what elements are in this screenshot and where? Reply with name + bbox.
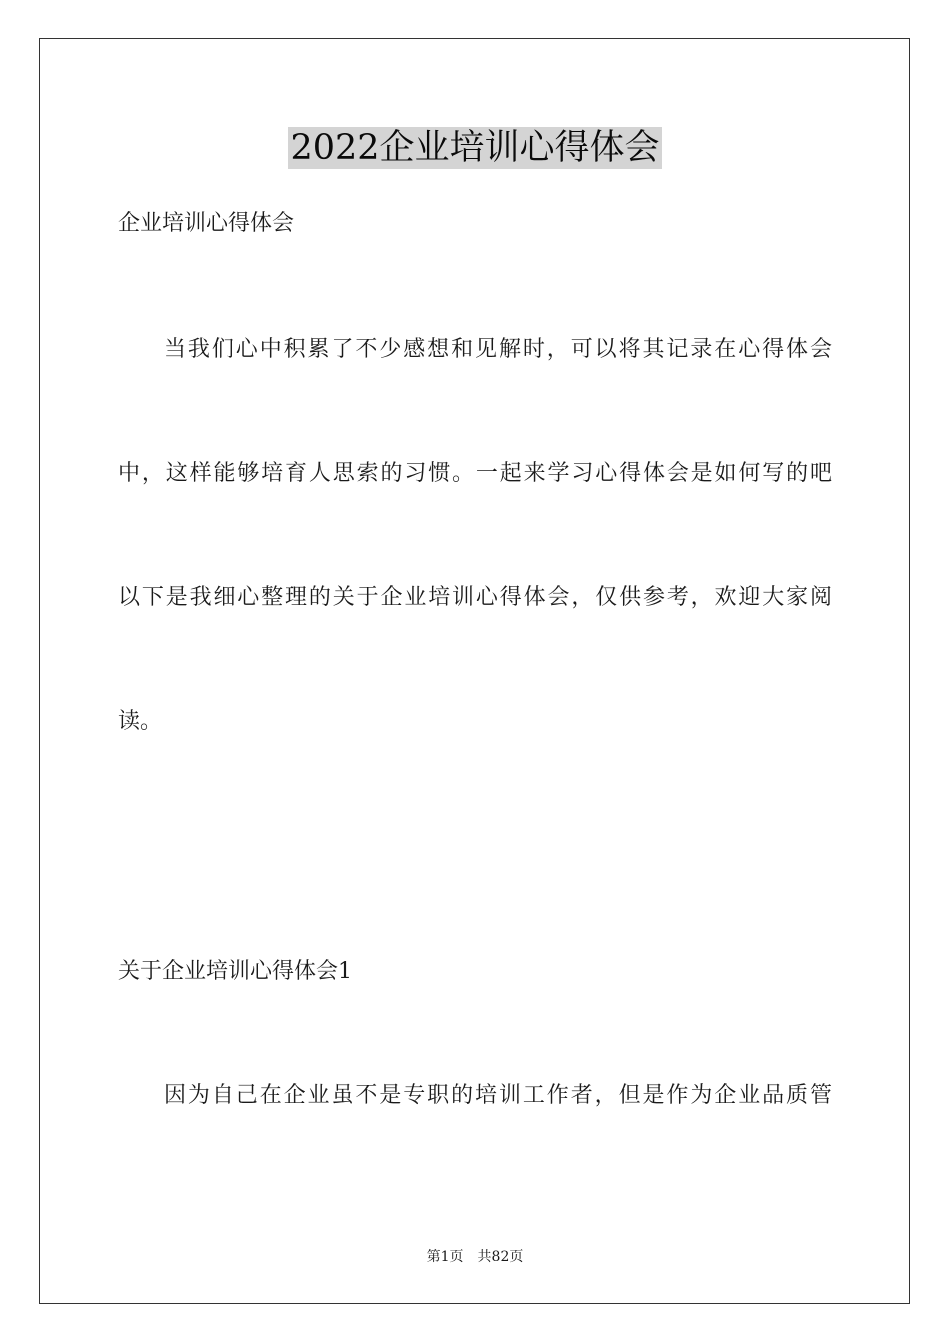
intro-line-3: 以下是我细心整理的关于企业培训心得体会，仅供参考，欢迎大家阅 <box>118 585 832 610</box>
section-heading: 关于企业培训心得体会1 <box>118 959 352 984</box>
title-container <box>0 127 950 169</box>
page-total: 共82页 <box>477 1249 524 1265</box>
section-line-1: 因为自己在企业虽不是专职的培训工作者，但是作为企业品质管 <box>164 1083 832 1108</box>
intro-line-2: 中，这样能够培育人思索的习惯。一起来学习心得体会是如何写的吧 <box>118 461 832 486</box>
page-footer <box>0 1248 950 1266</box>
document-subtitle: 企业培训心得体会 <box>118 211 295 236</box>
page-number: 第1页 <box>426 1249 464 1265</box>
document-title: 2022企业培训心得体会 <box>290 128 660 168</box>
intro-line-1: 当我们心中积累了不少感想和见解时，可以将其记录在心得体会 <box>164 337 832 362</box>
intro-line-4: 读。 <box>118 709 163 734</box>
